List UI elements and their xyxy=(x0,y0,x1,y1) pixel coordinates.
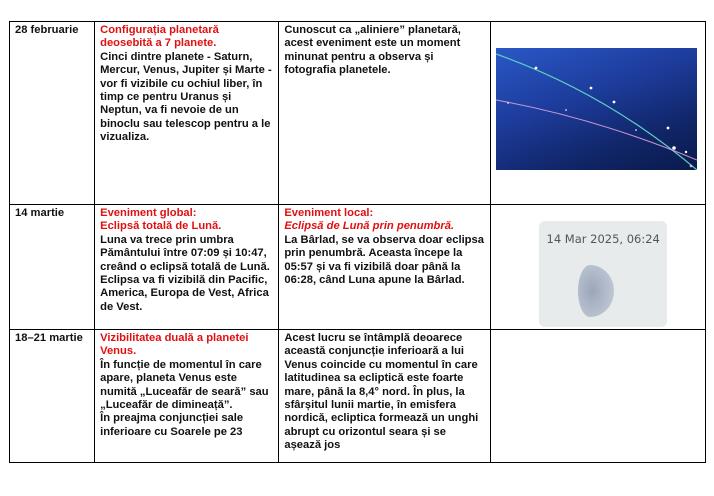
event-description: În funcție de momentul în care apare, planeta Venus este numită „Luceafăr de seară” sau „Luceafăr de dimineață”. xyxy=(100,358,269,412)
star-dot xyxy=(565,109,567,111)
event-subtitle: Eclipsă totală de Lună. xyxy=(100,220,222,233)
event-description: Eclipsa va fi vizibilă din Pacific, America, Europa de Vest, Africa de Vest. xyxy=(100,274,269,313)
star-dot xyxy=(507,102,509,104)
star-dot xyxy=(689,165,692,168)
date-cell xyxy=(10,330,95,463)
planet-dot xyxy=(534,67,537,70)
local-event-subtitle: Eclipsă de Lună prin penumbră. xyxy=(284,220,455,233)
event-description: Luna va trece prin umbra Pământului între 07:09 și 10:47, creând o eclipsă totală de Lună. xyxy=(100,233,270,273)
table-row xyxy=(10,22,706,205)
image-cell xyxy=(490,330,706,463)
event-date: 28 februarie xyxy=(15,24,79,36)
planet-dot xyxy=(666,127,669,130)
table-row xyxy=(10,330,706,463)
image-cell xyxy=(490,22,706,205)
table-row xyxy=(10,205,706,330)
event-date: 14 martie xyxy=(15,207,65,219)
note-cell xyxy=(279,330,490,463)
local-event-title: Eveniment local: xyxy=(284,207,374,219)
event-note: Cunoscut ca „aliniere” planetară, acest eveniment este un moment minunat pentru a observa și fotografia planetele. xyxy=(284,24,461,77)
event-title: Eveniment global: xyxy=(100,207,197,219)
date-cell xyxy=(10,205,95,330)
event-title: Vizibilitatea duală a planetei Venus. xyxy=(100,332,249,358)
moon-shape xyxy=(578,265,614,317)
planet-dot xyxy=(589,87,592,90)
event-note: Acest lucru se întâmplă deoarece această conjuncție inferioară a lui Venus coincide cu momentul în care latitudinea sa ecliptică este foarte mare, până la 8,4° nord. În plus, la sfârșitul lunii martie, în emisfera nordică, ecliptica formează un unghi abrupt cu orizontul seara și se așează jos xyxy=(284,332,479,452)
event-cell xyxy=(95,330,279,463)
event-description: Cinci dintre planete - Saturn, Mercur, Venus, Jupiter și Marte - vor fi vizibile cu ochiul liber, în timp ce pentru Uranus și Neptun, va fi nevoie de un binoclu sau telescop pentru a le vizualiza. xyxy=(100,50,272,144)
eclipse-photo xyxy=(539,221,667,327)
note-cell xyxy=(279,22,490,205)
image-cell xyxy=(490,205,706,330)
horizon-line xyxy=(496,100,697,160)
local-event-text: La Bârlad, se va observa doar eclipsa prin penumbră. Aceasta începe la 05:57 și va fi vizibilă doar până la 06:28, când Luna apune la Bârlad. xyxy=(284,233,484,287)
event-title: Configurația planetară deosebită a 7 planete. xyxy=(100,24,219,50)
moon-image xyxy=(539,221,667,327)
planet-alignment-photo xyxy=(496,48,697,170)
note-cell xyxy=(279,205,490,330)
planet-dot xyxy=(612,101,615,104)
planet-alignment-image xyxy=(496,48,697,170)
event-description: În preajma conjuncției sale inferioare cu Soarele pe 23 xyxy=(100,412,244,438)
date-cell xyxy=(10,22,95,205)
ecliptic-line xyxy=(496,54,697,170)
events-table xyxy=(9,21,706,463)
star-dot xyxy=(635,129,637,131)
planet-dot xyxy=(672,146,676,150)
planet-dot xyxy=(684,151,686,153)
photo-timestamp: 14 Mar 2025, 06:24 xyxy=(546,232,660,246)
event-date: 18–21 martie xyxy=(15,332,83,344)
event-cell xyxy=(95,22,279,205)
event-cell xyxy=(95,205,279,330)
